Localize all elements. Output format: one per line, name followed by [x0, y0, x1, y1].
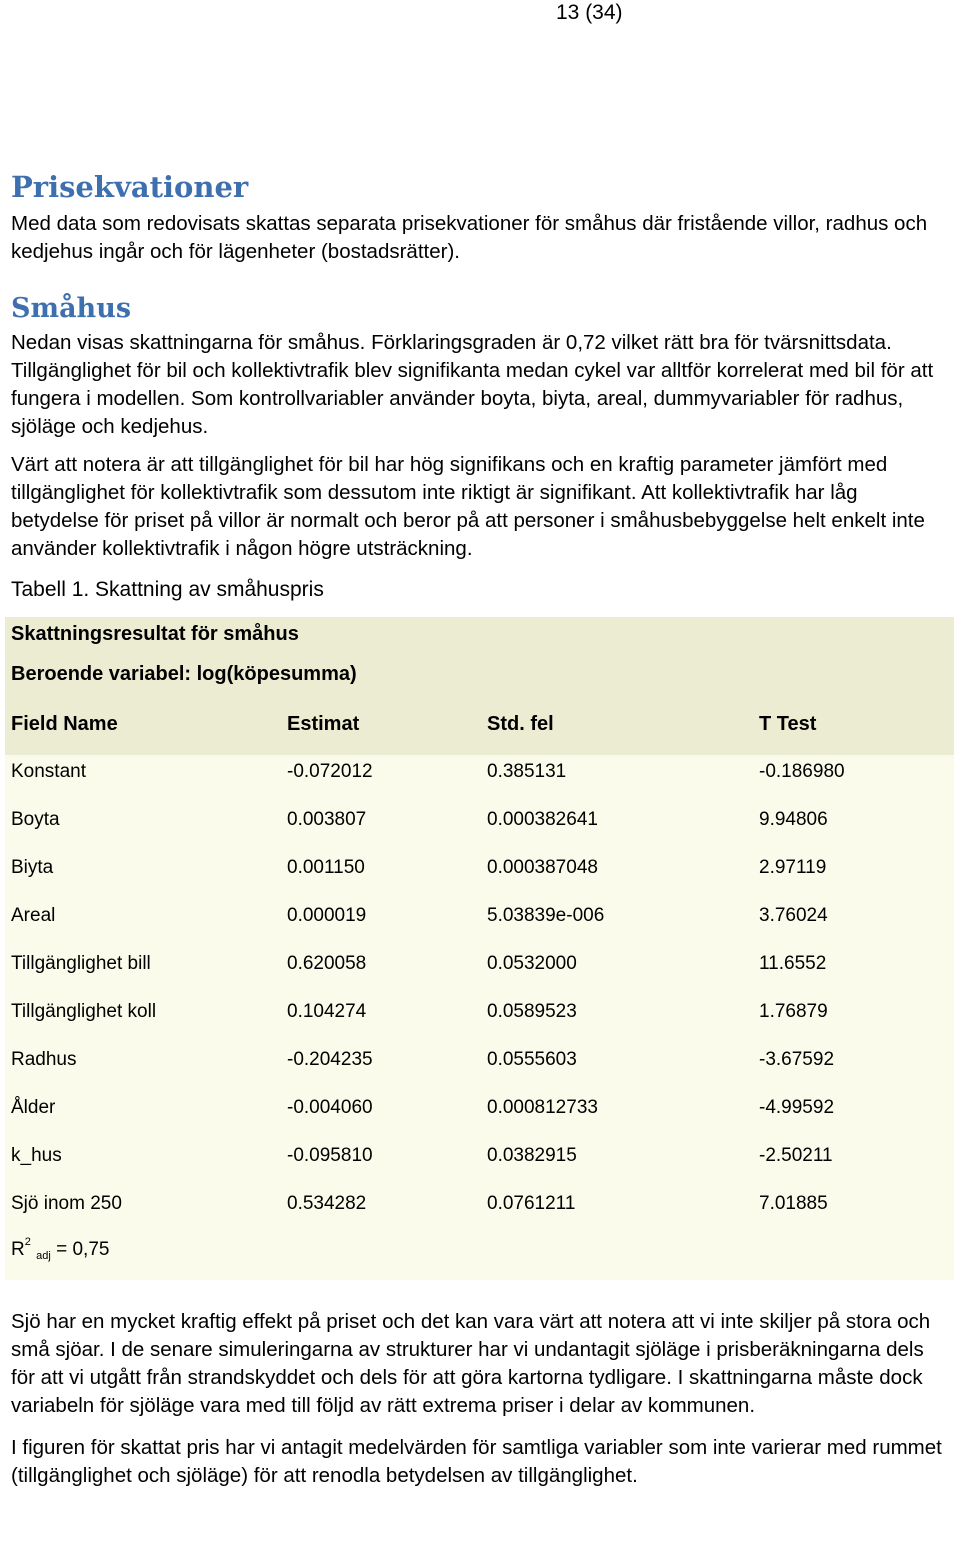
table-cell: -0.072012: [287, 761, 373, 782]
table-row: [5, 755, 954, 803]
table-cell: Tillgänglighet koll: [11, 1001, 157, 1022]
table-row: [5, 1139, 954, 1187]
table-cell: Boyta: [11, 809, 60, 830]
table-cell: 0.104274: [287, 1001, 367, 1022]
table-cell: 7.01885: [759, 1193, 828, 1214]
table-cell: 0.534282: [287, 1193, 367, 1214]
table-cell: 0.0589523: [487, 1001, 577, 1022]
table-cell: 0.003807: [287, 809, 367, 830]
table-cell: -2.50211: [759, 1145, 833, 1166]
table-row: [5, 899, 954, 947]
table-cell: 9.94806: [759, 809, 828, 830]
table-cell: -0.004060: [287, 1097, 373, 1118]
page-number: 13 (34): [556, 1, 623, 24]
table-cell: 0.0555603: [487, 1049, 577, 1070]
intro-paragraph: Med data som redovisats skattas separata prisekvationer för småhus där fristående villor, radhus och kedjehus ingår och för lägenheter (bostadsrätter).: [11, 212, 928, 263]
table-cell: 0.385131: [487, 761, 567, 782]
column-header-t-test: T Test: [759, 713, 817, 735]
table-dependent-variable: Beroende variabel: log(köpesumma): [11, 663, 357, 685]
table-header: [5, 617, 954, 755]
table-row: [5, 1091, 954, 1139]
table-cell: Ålder: [11, 1097, 56, 1118]
table-cell: Areal: [11, 905, 56, 926]
column-header-std-fel: Std. fel: [487, 713, 554, 735]
table-cell: 3.76024: [759, 905, 828, 926]
table-cell: 2.97119: [759, 857, 827, 878]
table-cell: -0.095810: [287, 1145, 373, 1166]
heading-prisekvationer: Prisekvationer: [11, 170, 249, 204]
table-row: [5, 1043, 954, 1091]
r2-base: R: [11, 1239, 25, 1260]
table-cell: -0.204235: [287, 1049, 373, 1070]
table-row: [5, 1187, 954, 1235]
table-row: [5, 803, 954, 851]
table-row: [5, 995, 954, 1043]
figure-paragraph: I figuren för skattat pris har vi antagit medelvärden för samtliga variabler som inte varierar med rummet (tillgänglighet och sjöläge) för att renodla betydelsen av tillgänglighet.: [11, 1436, 942, 1487]
table-cell: Tillgänglighet bill: [11, 953, 151, 974]
r2-value: = 0,75: [50, 1239, 110, 1260]
table-cell: Konstant: [11, 761, 86, 782]
table-cell: -0.186980: [759, 761, 845, 782]
table-cell: 0.620058: [287, 953, 367, 974]
table-cell: 5.03839e-006: [487, 905, 605, 926]
table-cell: 0.0532000: [487, 953, 577, 974]
table-cell: k_hus: [11, 1145, 62, 1166]
main-content: [11, 166, 946, 605]
table-cell: 11.6552: [759, 953, 827, 974]
table-cell: -4.99592: [759, 1097, 835, 1118]
table-cell: 0.0382915: [487, 1145, 577, 1166]
table-caption: Tabell 1. Skattning av småhuspris: [11, 578, 324, 601]
table-cell: Sjö inom 250: [11, 1193, 122, 1214]
table-cell: 0.0761211: [487, 1193, 576, 1214]
table-cell: 0.001150: [287, 857, 365, 878]
table-body: [5, 755, 954, 1235]
r2-sup: 2: [24, 1236, 31, 1248]
table-cell: 0.000382641: [487, 809, 598, 830]
table-cell: Biyta: [11, 857, 54, 878]
table-cell: -3.67592: [759, 1049, 835, 1070]
table-cell: Radhus: [11, 1049, 77, 1070]
r-squared: [11, 1236, 110, 1262]
table-row: [5, 851, 954, 899]
after-table-text: [11, 1308, 946, 1490]
table-row: [5, 947, 954, 995]
table-cell: 0.000019: [287, 905, 367, 926]
table-title: Skattningsresultat för småhus: [11, 623, 299, 645]
note-paragraph: Värt att notera är att tillgänglighet för bil har hög signifikans och en kraftig parameter jämfört med tillgänglighet för kollektivtrafik som dessutom inte riktigt är signifikant. Att kollektivtrafik har låg betydelse för priset på villor är normalt och beror på att personer i småhusbebyggelse helt enkelt inte använder kollektivtrafik i någon högre utsträckning.: [11, 453, 925, 560]
table-cell: 0.000387048: [487, 857, 598, 878]
estimation-table: [5, 617, 954, 1280]
column-header-estimat: Estimat: [287, 713, 360, 735]
heading-smahus: Småhus: [11, 293, 132, 324]
column-header-field-name: Field Name: [11, 713, 118, 735]
table-cell: 1.76879: [759, 1001, 828, 1022]
smahus-paragraph: Nedan visas skattningarna för småhus. Förklaringsgraden är 0,72 vilket rätt bra för tvärsnittsdata. Tillgänglighet för bil och kollektivtrafik blev signifikanta medan cykel var alltför korrelerat med bil för att fungera i modellen. Som kontrollvariabler använder boyta, biyta, areal, dummyvariabler för radhus, sjöläge och kedjehus.: [11, 331, 934, 438]
sjo-paragraph: Sjö har en mycket kraftig effekt på priset och det kan vara värt att notera att vi inte skiljer på stora och små sjöar. I de senare simuleringarna av strukturer har vi undantagit sjöläge i prisberäkningarna dels för att vi utgått från strandskyddet och dels för att göra kartorna tydligare. I skattningarna måste dock variabeln för sjöläge vara med till följd av rätt extrema priser i delar av kommunen.: [11, 1310, 931, 1417]
r2-sub: adj: [36, 1250, 51, 1262]
table-cell: 0.000812733: [487, 1097, 598, 1118]
